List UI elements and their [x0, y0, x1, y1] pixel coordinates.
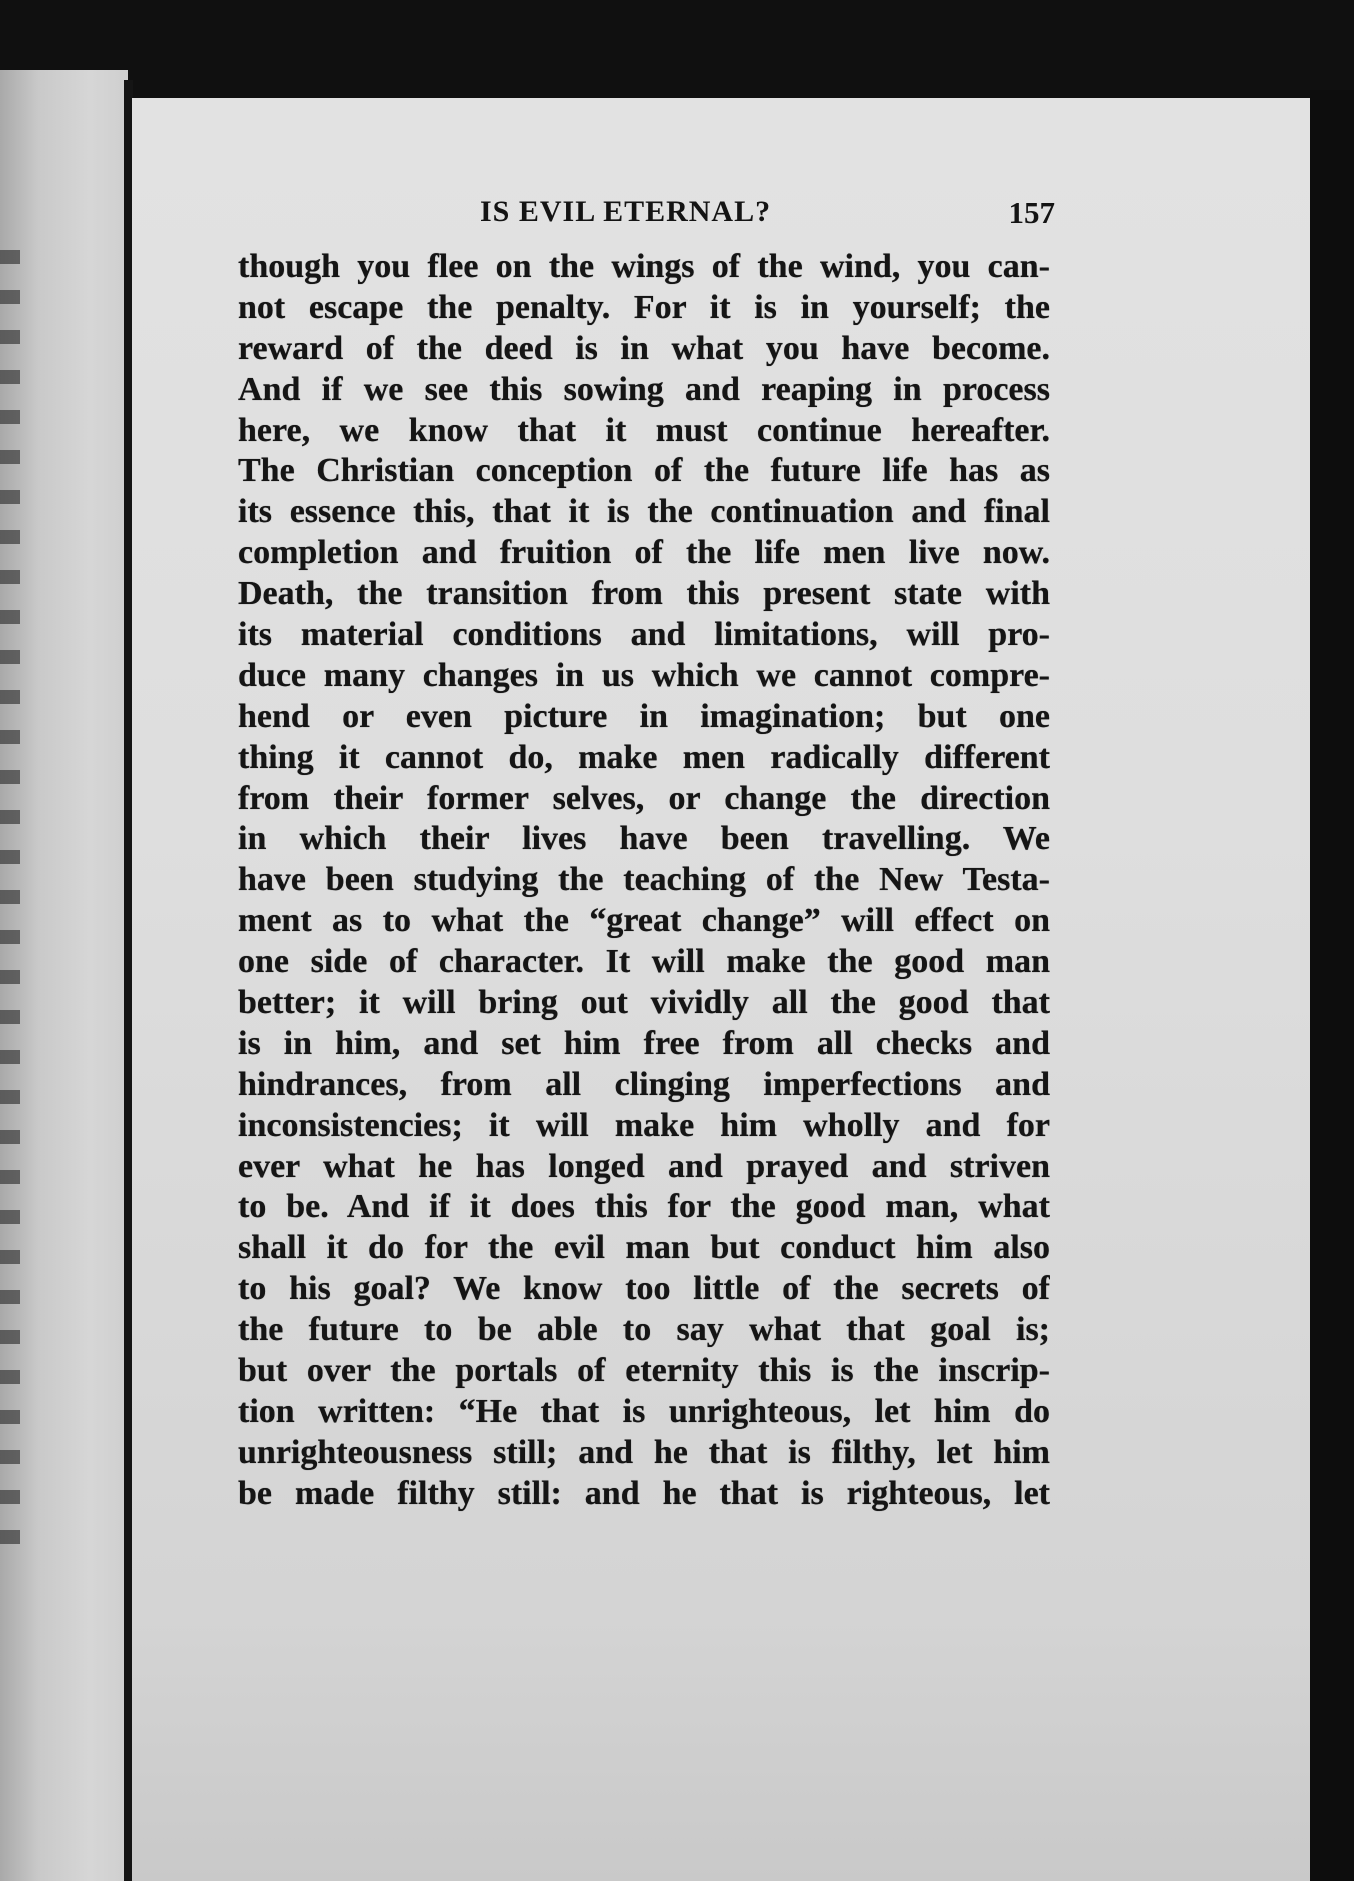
body-text: [238, 247, 1050, 1515]
text-line: be made filthy still: and he that is righteous, let: [238, 1474, 1050, 1512]
page-number: 157: [1008, 195, 1055, 230]
page-header: [480, 195, 1055, 241]
text-line: in which their lives have been travelling. We: [238, 820, 1050, 858]
text-line: is in him, and set him free from all checks and: [238, 1024, 1050, 1062]
text-line: to be. And if it does this for the good man, what: [238, 1188, 1050, 1226]
text-line: shall it do for the evil man but conduct him also: [238, 1229, 1050, 1267]
text-line: Death, the transition from this present state with: [238, 575, 1050, 613]
text-line: from their former selves, or change the direction: [238, 779, 1050, 817]
text-line: hindrances, from all clinging imperfections and: [238, 1065, 1050, 1103]
text-line: its essence this, that it is the continuation and final: [238, 493, 1050, 531]
text-line: thing it cannot do, make men radically different: [238, 738, 1050, 776]
scan-border-shadow: [1310, 90, 1354, 1881]
text-line: And if we see this sowing and reaping in process: [238, 370, 1050, 408]
text-line: hend or even picture in imagination; but one: [238, 697, 1050, 735]
text-line: tion written: “He that is unrighteous, let him do: [238, 1392, 1050, 1430]
text-line: the future to be able to say what that goal is;: [238, 1311, 1050, 1349]
text-line: ment as to what the “great change” will effect on: [238, 902, 1050, 940]
text-line: duce many changes in us which we cannot compre-: [238, 656, 1050, 694]
text-line: but over the portals of eternity this is the inscrip-: [238, 1352, 1050, 1390]
running-head: IS EVIL ETERNAL?: [480, 195, 772, 228]
text-line: not escape the penalty. For it is in yourself; the: [238, 288, 1050, 326]
text-line: reward of the deed is in what you have become.: [238, 329, 1050, 367]
text-line: The Christian conception of the future life has as: [238, 452, 1050, 490]
text-line: unrighteousness still; and he that is filthy, let him: [238, 1433, 1050, 1471]
text-line: here, we know that it must continue hereafter.: [238, 411, 1050, 449]
text-line: inconsistencies; it will make him wholly and for: [238, 1106, 1050, 1144]
text-line: completion and fruition of the life men live now.: [238, 534, 1050, 572]
text-line: have been studying the teaching of the New Testa-: [238, 861, 1050, 899]
text-line: to his goal? We know too little of the secrets of: [238, 1270, 1050, 1308]
text-line: its material conditions and limitations, will pro-: [238, 616, 1050, 654]
text-line: better; it will bring out vividly all the good that: [238, 984, 1050, 1022]
text-line: one side of character. It will make the good man: [238, 943, 1050, 981]
text-line: ever what he has longed and prayed and striven: [238, 1147, 1050, 1185]
text-line: though you flee on the wings of the wind, you can-: [238, 248, 1050, 285]
left-page-text-fragments: [0, 250, 20, 1550]
